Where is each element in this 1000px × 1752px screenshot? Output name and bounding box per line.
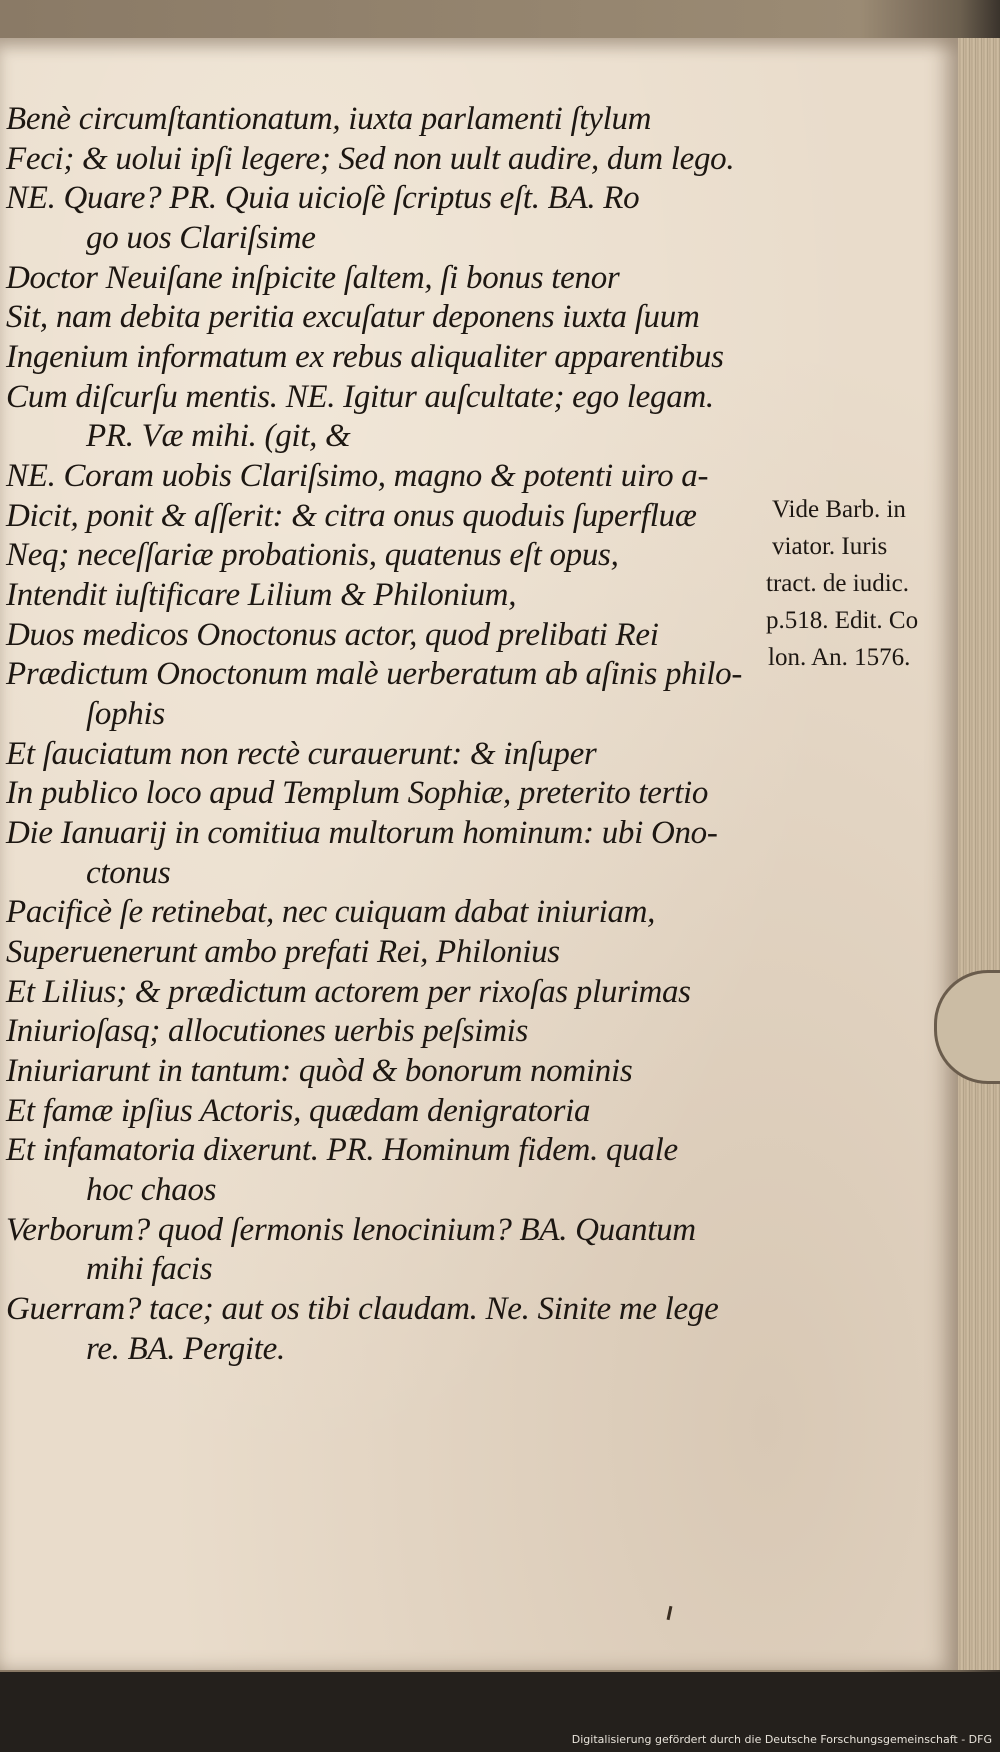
text-line: Et Lilius; & prædictum actorem per rixoſas plurimas	[6, 974, 691, 1010]
text-line: Duos medicos Onoctonus actor, quod prelibati Rei	[6, 617, 659, 653]
text-line: Intendit iuſtificare Lilium & Philonium,	[6, 577, 517, 613]
text-line: In publico loco apud Templum Sophiæ, preterito tertio	[6, 775, 709, 811]
text-line: Neq; neceſſariæ probationis, quatenus eſt opus,	[6, 537, 619, 573]
text-line: ſophis	[86, 696, 165, 732]
text-line: Cum diſcurſu mentis. NE. Igitur auſcultate; ego legam.	[6, 379, 714, 415]
text-line: Et ſauciatum non rectè curauerunt: & inſuper	[6, 736, 597, 772]
text-line: Superuenerunt ambo prefati Rei, Philonius	[6, 934, 560, 970]
text-line: Prædictum Onoctonum malè uerberatum ab aſinis philo-	[6, 656, 743, 692]
text-line: hoc chaos	[86, 1172, 217, 1208]
text-line: Dicit, ponit & aſſerit: & citra onus quoduis ſuperfluæ	[6, 498, 697, 534]
text-line: NE. Coram uobis Clariſsimo, magno & potenti uiro a-	[6, 458, 709, 494]
text-line: Et famæ ipſius Actoris, quædam denigratoria	[6, 1093, 591, 1129]
margin-line: lon. An. 1576.	[768, 644, 911, 671]
margin-line: tract. de iudic.	[766, 570, 909, 597]
text-line: Iniurioſasq; allocutiones uerbis peſsimis	[6, 1013, 529, 1049]
text-line: Et infamatoria dixerunt. PR. Hominum fidem. quale	[6, 1132, 678, 1168]
page-fore-edge	[958, 38, 1000, 1670]
text-line: Doctor Neuiſane inſpicite ſaltem, ſi bonus tenor	[6, 260, 620, 296]
text-line: Ingenium informatum ex rebus aliqualiter apparentibus	[6, 339, 724, 375]
text-line: mihi facis	[86, 1251, 213, 1287]
text-line: Verborum? quod ſermonis lenocinium? BA. Quantum	[6, 1212, 696, 1248]
text-line: Guerram? tace; aut os tibi claudam. Ne. Sinite me lege	[6, 1291, 719, 1327]
text-line: Benè circumſtantionatum, iuxta parlamenti ſtylum	[6, 101, 652, 137]
text-line: Iniuriarunt in tantum: quòd & bonorum nominis	[6, 1053, 633, 1089]
scan-footer-bar	[0, 1672, 1000, 1752]
margin-line: p.518. Edit. Co	[766, 607, 919, 634]
text-line: Sit, nam debita peritia excuſatur deponens iuxta ſuum	[6, 299, 700, 335]
text-line: ctonus	[86, 855, 171, 891]
digitization-credit: Digitalisierung gefördert durch die Deutsche Forschungsgemeinschaft - DFG	[571, 1733, 992, 1746]
margin-line: Vide Barb. in	[772, 496, 906, 523]
text-line: Die Ianuarij in comitiua multorum hominum: ubi Ono-	[6, 815, 718, 851]
text-line: Pacificè ſe retinebat, nec cuiquam dabat iniuriam,	[6, 894, 656, 930]
text-line: PR. Væ mihi. (git, &	[86, 418, 351, 454]
text-line: Feci; & uolui ipſi legere; Sed non uult audire, dum lego.	[6, 141, 735, 177]
text-line: re. BA. Pergite.	[86, 1331, 285, 1367]
margin-line: viator. Iuris	[772, 533, 888, 560]
text-line: NE. Quare? PR. Quia uicioſè ſcriptus eſt. BA. Ro	[6, 180, 640, 216]
text-line: go uos Clariſsime	[86, 220, 316, 256]
